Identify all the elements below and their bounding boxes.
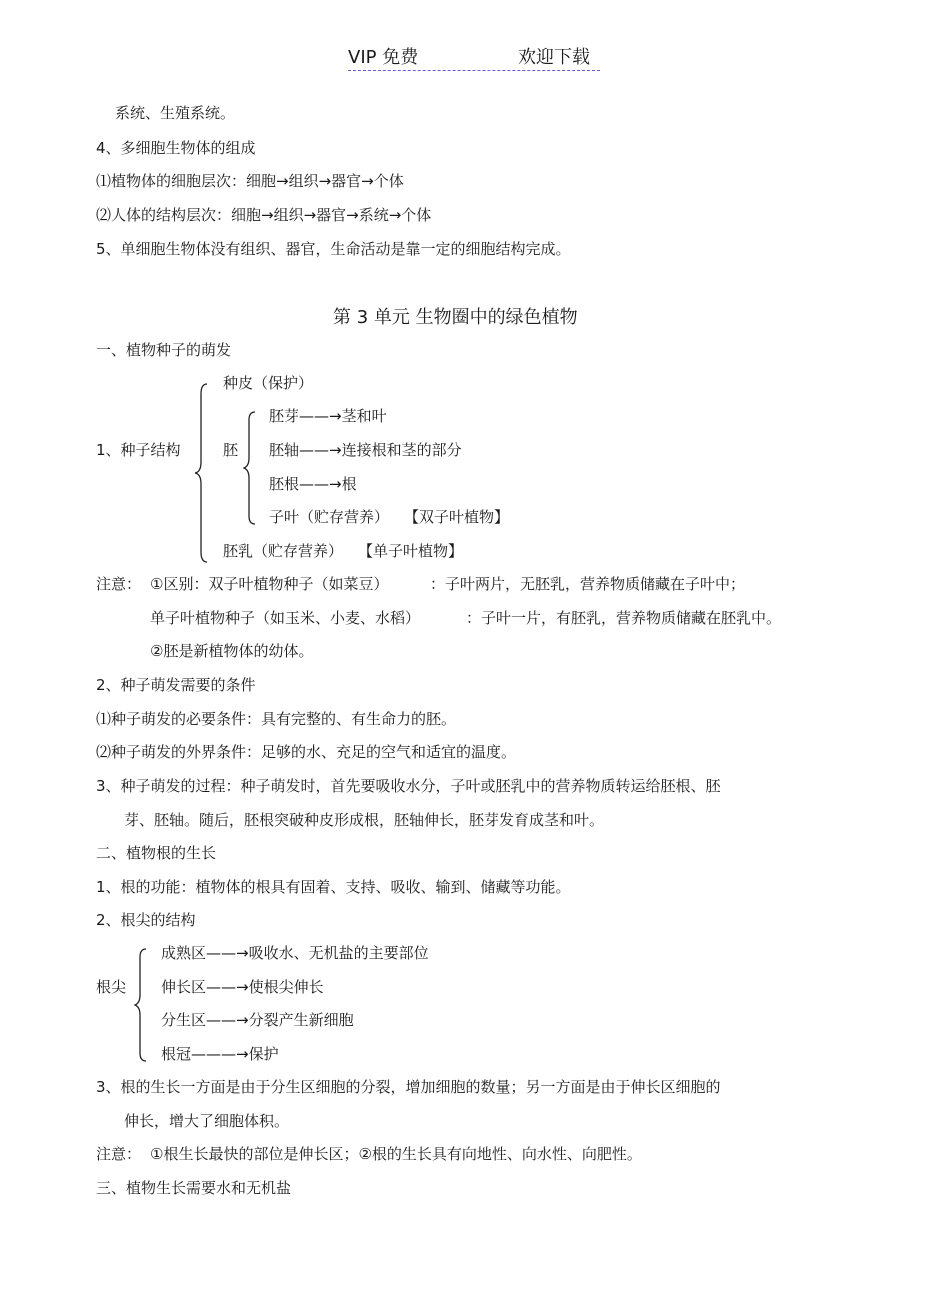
root-cap: 根冠———→保护 (161, 1045, 279, 1063)
item-4b: ⑵人体的结构层次：细胞→组织→器官→系统→个体 (96, 206, 432, 224)
item-2b: ⑵种子萌发的外界条件：足够的水、充足的空气和适宜的温度。 (96, 743, 517, 761)
embryo-brace (243, 410, 257, 526)
root-tip-brace (134, 947, 148, 1063)
root-note: ①根生长最快的部位是伸长区；②根的生长具有向地性、向水性、向肥性。 (150, 1145, 642, 1163)
root-item-3-line-1: 3、根的生长一方面是由于分生区细胞的分裂，增加细胞的数量；另一方面是由于伸长区细胞的 (96, 1078, 721, 1096)
note-embryo: ②胚是新植物体的幼体。 (150, 642, 314, 660)
note-label-2: 注意： (96, 1145, 142, 1163)
item-2a: ⑴种子萌发的必要条件：具有完整的、有生命力的胚。 (96, 710, 457, 728)
unit-title: 第 3 单元 生物圈中的绿色植物 (333, 307, 578, 328)
item-4-heading: 4、多细胞生物体的组成 (96, 139, 256, 157)
maturation-zone: 成熟区——→吸收水、无机盐的主要部位 (161, 944, 429, 962)
item-4a: ⑴植物体的细胞层次：细胞→组织→器官→个体 (96, 172, 404, 190)
cotyledon: 子叶（贮存营养） (269, 508, 390, 526)
root-item-3-line-2: 伸长，增大了细胞体积。 (124, 1112, 290, 1130)
section-3-heading: 三、植物生长需要水和无机盐 (96, 1179, 292, 1197)
note-monocot-b: ：子叶一片，有胚乳，营养物质储藏在胚乳中。 (466, 609, 782, 627)
hypocotyl: 胚轴——→连接根和茎的部分 (269, 441, 462, 459)
embryo-label: 胚 (223, 441, 239, 459)
elongation-zone: 伸长区——→使根尖伸长 (161, 978, 324, 996)
item-3-line-2: 芽、胚轴。随后，胚根突破种皮形成根，胚轴伸长，胚芽发育成茎和叶。 (124, 811, 605, 829)
root-item-2: 2、根尖的结构 (96, 911, 196, 929)
section-2-heading: 二、植物根的生长 (96, 844, 217, 862)
plumule: 胚芽——→茎和叶 (269, 407, 387, 425)
root-tip-label: 根尖 (96, 978, 127, 996)
page-header (348, 44, 600, 72)
item-3-line-1: 3、种子萌发的过程：种子萌发时，首先要吸收水分，子叶或胚乳中的营养物质转运给胚根、胚 (96, 777, 721, 795)
meristem-zone: 分生区——→分裂产生新细胞 (161, 1011, 354, 1029)
note-label-1: 注意： (96, 575, 142, 593)
intro-line: 系统、生殖系统。 (115, 104, 236, 122)
item-5: 5、单细胞生物体没有组织、器官，生命活动是靠一定的细胞结构完成。 (96, 240, 571, 258)
dicot-tag: 【双子叶植物】 (404, 508, 510, 526)
endosperm: 胚乳（贮存营养） (223, 542, 344, 560)
header-dashed-underline (348, 70, 600, 71)
note-dicot-b: ：子叶两片，无胚乳，营养物质储藏在子叶中； (430, 575, 746, 593)
seed-coat: 种皮（保护） (223, 374, 314, 392)
radicle: 胚根——→根 (269, 475, 357, 493)
header-vip-free: VIP 免费 (348, 47, 419, 68)
seed-structure-brace (194, 382, 210, 564)
note-monocot-a: 单子叶植物种子（如玉米、小麦、水稻） (150, 609, 421, 627)
item-2-heading: 2、种子萌发需要的条件 (96, 676, 256, 694)
seed-structure-label: 1、种子结构 (96, 441, 181, 459)
note-dicot-a: ①区别：双子叶植物种子（如菜豆） (150, 575, 389, 593)
root-item-1: 1、根的功能：植物体的根具有固着、支持、吸收、输到、储藏等功能。 (96, 878, 571, 896)
section-1-heading: 一、植物种子的萌发 (96, 341, 232, 359)
header-welcome-download: 欢迎下载 (518, 47, 590, 68)
monocot-tag: 【单子叶植物】 (358, 542, 464, 560)
